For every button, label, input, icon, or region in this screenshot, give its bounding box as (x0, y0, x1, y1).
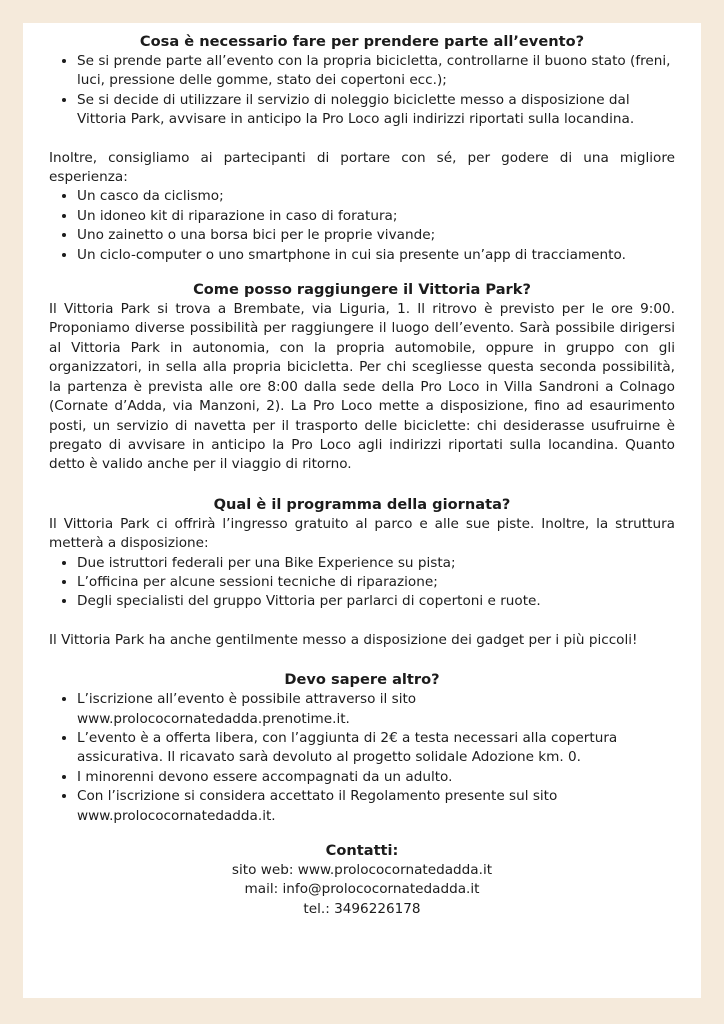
list-item: • Degli specialisti del gruppo Vittoria per parlarci di copertoni e ruote. (77, 592, 675, 611)
program-list (49, 554, 675, 612)
list-item: • Un casco da ciclismo; (77, 187, 675, 206)
section-title-other-info: Devo sapere altro? (284, 671, 440, 689)
program-intro: Il Vittoria Park ci offrirà l’ingresso gratuito al parco e alle sue piste. Inoltre, la struttura metterà a disposizione: (49, 515, 675, 552)
recommendations-intro: Inoltre, consigliamo ai partecipanti di portare con sé, per godere di una migliore esperienza: (49, 149, 675, 186)
contacts-title: Contatti: (325, 842, 399, 859)
list-item: • Con l’iscrizione si considera accettato il Regolamento presente sul sito www.prolococornatedadda.it. (77, 787, 675, 826)
other-info-list (49, 690, 675, 826)
list-item: • I minorenni devono essere accompagnati da un adulto. (77, 768, 675, 787)
list-item: • Uno zainetto o una borsa bici per le proprie vivande; (77, 226, 675, 245)
list-item: • Due istruttori federali per una Bike Experience su pista; (77, 554, 675, 573)
contact-website: sito web: www.prolococornatedadda.it (231, 862, 493, 878)
list-item: • L’officina per alcune sessioni tecniche di riparazione; (77, 573, 675, 592)
participation-list (49, 52, 675, 130)
flyer-page (23, 23, 701, 998)
section-title-program: Qual è il programma della giornata? (213, 495, 511, 513)
directions-text: Il Vittoria Park si trova a Brembate, via Liguria, 1. Il ritrovo è previsto per le ore 9:00. Proponiamo diverse possibilità per raggiungere il luogo dell’evento. Sarà possibile dirigersi al Vittoria Park in autonomia, con la propria automobile, oppure in gruppo con gli organizzatori, in sella alla propria bicicletta. Per chi scegliesse questa seconda possibilità, la partenza è prevista alle ore 8:00 dalla sede della Pro Loco in Villa Sandroni a Colnago (Cornate d’Adda, via Manzoni, 2). La Pro Loco mette a disposizione, fino ad esaurimento posti, un servizio di navetta per il trasporto delle biciclette: chi desiderasse usufruirne è pregato di avvisare in anticipo la Pro Loco agli indirizzi riportati sulla locandina. Quanto detto è valido anche per il viaggio di ritorno. (49, 301, 675, 473)
list-item: • Se si prende parte all’evento con la propria bicicletta, controllarne il buono stato (freni, luci, pressione delle gomme, stato dei copertoni ecc.); (77, 52, 675, 91)
list-item: • L’iscrizione all’evento è possibile attraverso il sito www.prolococornatedadda.prenotime.it. (77, 690, 675, 729)
list-item: • Se si decide di utilizzare il servizio di noleggio biciclette messo a disposizione dal Vittoria Park, avvisare in anticipo la Pro Loco agli indirizzi riportati sulla locandina. (77, 91, 675, 130)
program-outro: Il Vittoria Park ha anche gentilmente messo a disposizione dei gadget per i più piccoli! (49, 631, 638, 648)
list-item: • Un ciclo-computer o uno smartphone in cui sia presente un’app di tracciamento. (77, 246, 675, 265)
contact-email: mail: info@prolococornatedadda.it (244, 881, 480, 898)
contact-phone: tel.: 3496226178 (303, 900, 421, 917)
list-item: • Un idoneo kit di riparazione in caso di foratura; (77, 207, 675, 226)
section-title-directions: Come posso raggiungere il Vittoria Park? (193, 281, 531, 299)
recommendations-list (49, 187, 675, 265)
list-item: • L’evento è a offerta libera, con l’aggiunta di 2€ a testa necessari alla copertura assicurativa. Il ricavato sarà devoluto al progetto solidale Adozione km. 0. (77, 729, 675, 768)
contacts-block (49, 840, 675, 919)
section-title-participation: Cosa è necessario fare per prendere parte all’evento? (139, 33, 585, 50)
